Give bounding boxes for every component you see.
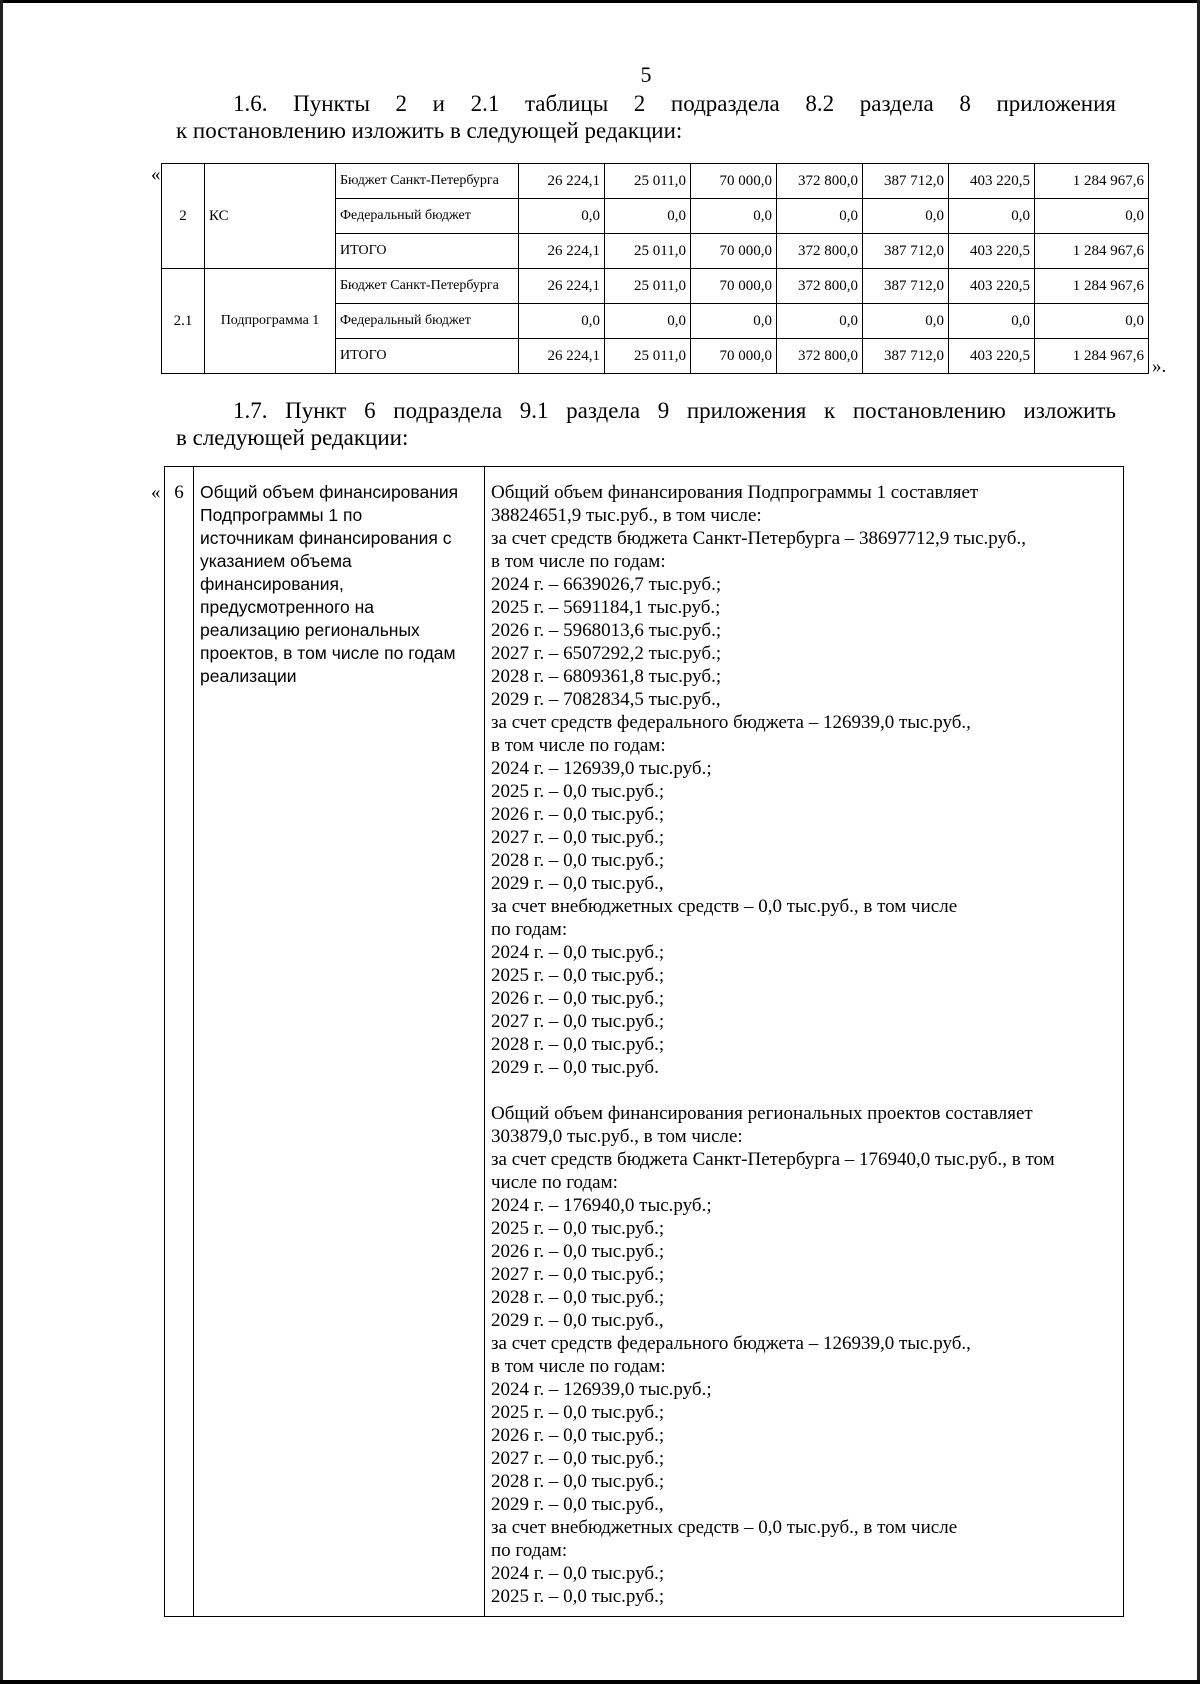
table2-index-cell: 6 (165, 467, 194, 1617)
table1-item-name: Подпрограмма 1 (205, 269, 336, 374)
financing-line: 2024 г. – 0,0 тыс.руб.; (491, 942, 665, 963)
financing-line: в том числе по годам: (491, 1356, 666, 1377)
table1-value-cell: 26 224,1 (519, 269, 605, 304)
financing-line: 2027 г. – 0,0 тыс.руб.; (491, 1264, 665, 1285)
page-number: 5 (640, 62, 652, 87)
financing-line: 38824651,9 тыс.руб., в том числе: (491, 505, 762, 526)
table1-value-cell: 387 712,0 (863, 234, 949, 269)
table1-value-cell: 25 011,0 (605, 234, 691, 269)
description-line: предусмотренного на (200, 597, 374, 617)
table1-item-name: КС (205, 164, 336, 269)
table1-value-cell: 0,0 (949, 304, 1035, 339)
table2-description-cell (194, 467, 485, 1617)
table1-source-cell: Федеральный бюджет (336, 199, 519, 234)
description-line: Общий объем финансирования (200, 482, 459, 502)
table1-value-cell: 0,0 (519, 199, 605, 234)
table1-value-cell: 0,0 (519, 304, 605, 339)
section-1-6-line1: 1.6. Пункты 2 и 2.1 таблицы 2 подраздела 8.2 раздела 8 приложения (233, 91, 1116, 116)
table1-value-cell: 0,0 (949, 199, 1035, 234)
description-line: источникам финансирования с (200, 528, 452, 548)
scan-edge-top (0, 0, 1200, 3)
financing-line: за счет средств бюджета Санкт-Петербурга – 38697712,9 тыс.руб., (491, 528, 1026, 549)
financing-line: 2027 г. – 0,0 тыс.руб.; (491, 827, 665, 848)
description-line: указанием объема (200, 551, 352, 571)
table1-value-cell: 26 224,1 (519, 339, 605, 374)
table1-value-cell: 403 220,5 (949, 269, 1035, 304)
financing-line: 303879,0 тыс.руб., в том числе: (491, 1126, 743, 1147)
table1-value-cell: 0,0 (863, 199, 949, 234)
financing-line: 2026 г. – 0,0 тыс.руб.; (491, 988, 665, 1009)
description-line: финансирования, (200, 574, 344, 594)
paragraph-spacer (491, 1079, 1118, 1102)
financing-line: за счет средств федерального бюджета – 126939,0 тыс.руб., (491, 1333, 971, 1354)
financing-line: 2025 г. – 0,0 тыс.руб.; (491, 781, 665, 802)
financing-line: 2024 г. – 126939,0 тыс.руб.; (491, 1379, 712, 1400)
section-1-7-paragraph (176, 397, 1116, 451)
table1-value-cell: 1 284 967,6 (1035, 269, 1149, 304)
table2-open-quote: « (151, 482, 161, 503)
financing-line: числе по годам: (491, 1172, 618, 1193)
financing-line: 2024 г. – 176940,0 тыс.руб.; (491, 1195, 712, 1216)
description-line: Подпрограммы 1 по (200, 505, 363, 525)
financing-line: 2024 г. – 0,0 тыс.руб.; (491, 1563, 665, 1584)
table1-value-cell: 1 284 967,6 (1035, 234, 1149, 269)
financing-line: 2025 г. – 0,0 тыс.руб.; (491, 1218, 665, 1239)
table1-value-cell: 70 000,0 (691, 164, 777, 199)
financing-line: 2026 г. – 5968013,6 тыс.руб.; (491, 620, 722, 641)
table1-value-cell: 372 800,0 (777, 164, 863, 199)
financing-line: 2028 г. – 6809361,8 тыс.руб.; (491, 666, 722, 687)
financing-line: за счет средств бюджета Санкт-Петербурга – 176940,0 тыс.руб., в том (491, 1149, 1055, 1170)
table1-value-cell: 387 712,0 (863, 339, 949, 374)
financing-line: 2028 г. – 0,0 тыс.руб.; (491, 1471, 665, 1492)
financing-line: 2024 г. – 126939,0 тыс.руб.; (491, 758, 712, 779)
table1-item-index: 2.1 (162, 269, 205, 374)
table1-value-cell: 26 224,1 (519, 234, 605, 269)
financing-line: 2029 г. – 7082834,5 тыс.руб., (491, 689, 721, 710)
table1-value-cell: 387 712,0 (863, 269, 949, 304)
table1-row (162, 269, 1149, 304)
table1-value-cell: 0,0 (605, 199, 691, 234)
financing-line: 2026 г. – 0,0 тыс.руб.; (491, 804, 665, 825)
table1-value-cell: 0,0 (863, 304, 949, 339)
table1-source-cell: Бюджет Санкт-Петербурга (336, 164, 519, 199)
financing-volume-table-9-1 (164, 466, 1124, 1617)
table1-source-cell: Бюджет Санкт-Петербурга (336, 269, 519, 304)
financing-line: 2029 г. – 0,0 тыс.руб., (491, 1310, 664, 1331)
table1-value-cell: 403 220,5 (949, 234, 1035, 269)
table1-source-cell: ИТОГО (336, 234, 519, 269)
financing-line: за счет внебюджетных средств – 0,0 тыс.руб., в том числе (491, 896, 958, 917)
financing-line: по годам: (491, 1540, 568, 1561)
financing-line: за счет внебюджетных средств – 0,0 тыс.руб., в том числе (491, 1517, 958, 1538)
table1-value-cell: 403 220,5 (949, 339, 1035, 374)
table1-value-cell: 0,0 (777, 304, 863, 339)
table1-value-cell: 70 000,0 (691, 234, 777, 269)
financing-line: 2026 г. – 0,0 тыс.руб.; (491, 1241, 665, 1262)
financing-line: 2028 г. – 0,0 тыс.руб.; (491, 1287, 665, 1308)
financing-line: 2025 г. – 5691184,1 тыс.руб.; (491, 597, 721, 618)
section-1-6-line2: к постановлению изложить в следующей редакции: (176, 118, 683, 143)
table1-value-cell: 25 011,0 (605, 164, 691, 199)
table1-value-cell: 25 011,0 (605, 339, 691, 374)
table1-value-cell: 0,0 (605, 304, 691, 339)
financing-line: 2024 г. – 6639026,7 тыс.руб.; (491, 574, 722, 595)
table1-value-cell: 403 220,5 (949, 164, 1035, 199)
scan-edge-bottom (0, 1680, 1200, 1684)
description-line: проектов, в том числе по годам (200, 643, 456, 663)
table2-row-6 (165, 467, 1124, 1617)
financing-table-8-2 (161, 163, 1149, 374)
financing-line: по годам: (491, 919, 568, 940)
table1-value-cell: 1 284 967,6 (1035, 339, 1149, 374)
description-line: реализации (200, 666, 297, 686)
table1-source-cell: Федеральный бюджет (336, 304, 519, 339)
description-line: реализацию региональных (200, 620, 420, 640)
table1-row (162, 164, 1149, 199)
table1-value-cell: 0,0 (1035, 199, 1149, 234)
section-1-7-line1: 1.7. Пункт 6 подраздела 9.1 раздела 9 приложения к постановлению изложить (233, 398, 1116, 423)
table1-value-cell: 0,0 (691, 199, 777, 234)
table1-value-cell: 70 000,0 (691, 269, 777, 304)
section-1-6-paragraph (176, 90, 1116, 144)
table1-value-cell: 387 712,0 (863, 164, 949, 199)
financing-line: 2026 г. – 0,0 тыс.руб.; (491, 1425, 665, 1446)
financing-line: 2025 г. – 0,0 тыс.руб.; (491, 1402, 665, 1423)
financing-line: 2028 г. – 0,0 тыс.руб.; (491, 850, 665, 871)
table1-value-cell: 70 000,0 (691, 339, 777, 374)
financing-line: 2027 г. – 0,0 тыс.руб.; (491, 1448, 665, 1469)
financing-line: Общий объем финансирования Подпрограммы 1 составляет (491, 482, 979, 503)
table1-value-cell: 372 800,0 (777, 234, 863, 269)
table1-value-cell: 0,0 (1035, 304, 1149, 339)
financing-line: 2027 г. – 6507292,2 тыс.руб.; (491, 643, 722, 664)
financing-line: в том числе по годам: (491, 551, 666, 572)
table1-value-cell: 372 800,0 (777, 269, 863, 304)
table1-close-quote: ». (1152, 356, 1167, 377)
table1-item-index: 2 (162, 164, 205, 269)
scan-edge-left (0, 0, 3, 1684)
table1-value-cell: 25 011,0 (605, 269, 691, 304)
table2-financing-cell (485, 467, 1124, 1617)
table1-value-cell: 372 800,0 (777, 339, 863, 374)
table1-value-cell: 0,0 (691, 304, 777, 339)
financing-line: 2029 г. – 0,0 тыс.руб. (491, 1057, 659, 1078)
section-1-7-line2: в следующей редакции: (176, 425, 409, 450)
table1-value-cell: 26 224,1 (519, 164, 605, 199)
financing-line: 2025 г. – 0,0 тыс.руб.; (491, 1586, 665, 1607)
table1-value-cell: 0,0 (777, 199, 863, 234)
financing-line: за счет средств федерального бюджета – 126939,0 тыс.руб., (491, 712, 971, 733)
financing-line: 2029 г. – 0,0 тыс.руб., (491, 873, 664, 894)
financing-line: Общий объем финансирования региональных проектов составляет (491, 1103, 1033, 1124)
table1-value-cell: 1 284 967,6 (1035, 164, 1149, 199)
financing-line: в том числе по годам: (491, 735, 666, 756)
financing-line: 2027 г. – 0,0 тыс.руб.; (491, 1011, 665, 1032)
financing-line: 2025 г. – 0,0 тыс.руб.; (491, 965, 665, 986)
table1-source-cell: ИТОГО (336, 339, 519, 374)
table1-open-quote: « (151, 164, 161, 185)
financing-line: 2029 г. – 0,0 тыс.руб., (491, 1494, 664, 1515)
financing-line: 2028 г. – 0,0 тыс.руб.; (491, 1034, 665, 1055)
